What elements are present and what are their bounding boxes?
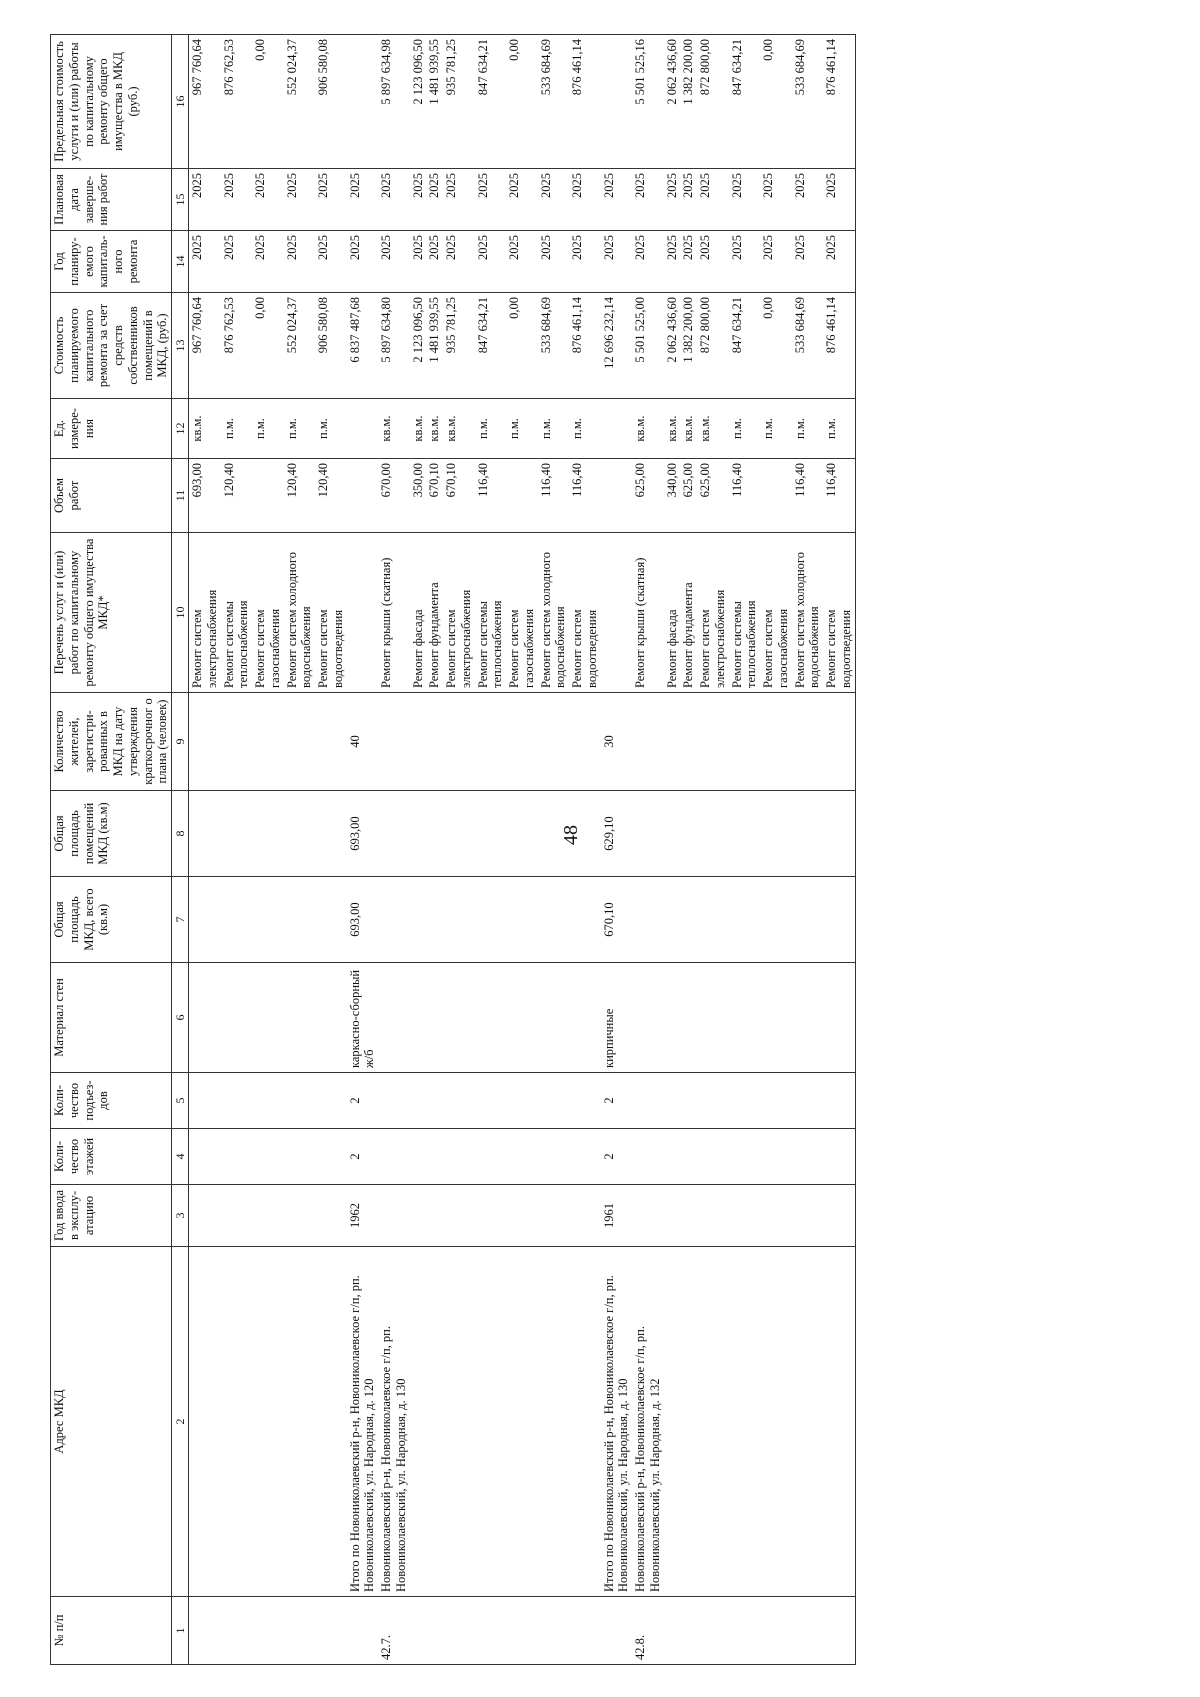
end-date-cell: 2025 — [475, 169, 507, 231]
total-label: Итого по Новониколаевский р-н, Новониколаевское г/п, рп. Новониколаевский, ул. Народная, д. 120 — [347, 1247, 379, 1597]
volume-cell: 350,00 — [410, 459, 427, 533]
column-number: 13 — [172, 293, 189, 399]
wall-material-cell: каркасно-сборный ж/б — [347, 963, 379, 1073]
end-date-cell: 2025 — [426, 169, 443, 231]
end-date-cell: 2025 — [697, 169, 729, 231]
header-row — [51, 35, 172, 1665]
limit-cost-cell: 2 123 096,50 — [410, 35, 427, 169]
cost-cell: 0,00 — [506, 293, 538, 399]
end-date-cell: 2025 — [792, 169, 824, 231]
header-cell: Перечень услуг и (или) работ по капитальному ремонту общего имущества МКД* — [51, 533, 172, 693]
volume-cell: 120,40 — [284, 459, 316, 533]
end-date-cell: 2025 — [823, 169, 855, 231]
column-number: 6 — [172, 963, 189, 1073]
cost-cell: 5 501 525,00 — [632, 293, 664, 399]
limit-cost-cell: 847 634,21 — [475, 35, 507, 169]
year-cell: 2025 — [189, 231, 221, 293]
unit-cell: п.м. — [792, 399, 824, 459]
column-number: 4 — [172, 1129, 189, 1185]
floors-cell: 2 — [347, 1129, 379, 1185]
cost-cell: 0,00 — [760, 293, 792, 399]
work-cell: Ремонт систем электроснабжения — [443, 533, 475, 693]
volume-cell: 670,00 — [378, 459, 410, 533]
cost-cell: 2 062 436,60 — [664, 293, 681, 399]
table-row — [538, 35, 570, 1665]
year-cell: 2025 — [664, 231, 681, 293]
residents-cell: 30 — [601, 693, 633, 791]
end-date-cell: 2025 — [378, 169, 410, 231]
year-cell: 2025 — [347, 231, 379, 293]
total-row — [347, 35, 379, 1665]
work-cell: Ремонт фасада — [664, 533, 681, 693]
limit-cost-cell: 876 461,14 — [823, 35, 855, 169]
column-number: 11 — [172, 459, 189, 533]
table-row — [506, 35, 538, 1665]
column-number: 1 — [172, 1597, 189, 1665]
header-cell: Общая площадь помещений МКД (кв.м) — [51, 791, 172, 877]
limit-cost-cell: 1 481 939,55 — [426, 35, 443, 169]
end-date-cell: 2025 — [601, 169, 633, 231]
work-cell: Ремонт системы теплоснабжения — [729, 533, 761, 693]
header-cell: Материал стен — [51, 963, 172, 1073]
repair-plan-table — [50, 34, 856, 1665]
volume-cell: 625,00 — [680, 459, 697, 533]
total-row — [601, 35, 633, 1665]
table-row — [680, 35, 697, 1665]
unit-cell: кв.м. — [443, 399, 475, 459]
cost-cell: 1 481 939,55 — [426, 293, 443, 399]
end-date-cell: 2025 — [221, 169, 253, 231]
cost-cell: 847 634,21 — [475, 293, 507, 399]
year-cell: 2025 — [760, 231, 792, 293]
limit-cost-cell: 876 762,53 — [221, 35, 253, 169]
volume-cell: 340,00 — [664, 459, 681, 533]
column-number: 14 — [172, 231, 189, 293]
header-cell: Коли-чество подъез-дов — [51, 1073, 172, 1129]
work-cell: Ремонт систем водоотведения — [315, 533, 347, 693]
volume-cell: 116,40 — [729, 459, 761, 533]
end-date-cell: 2025 — [315, 169, 347, 231]
cost-cell: 552 024,37 — [284, 293, 316, 399]
item-address: Новониколаевский р-н, Новониколаевское г/п, рп. Новониколаевский, ул. Народная, д. 132 — [632, 1247, 664, 1597]
table-row — [284, 35, 316, 1665]
year-cell: 2025 — [506, 231, 538, 293]
cost-cell: 967 760,64 — [189, 293, 221, 399]
volume-cell: 120,40 — [315, 459, 347, 533]
area-premises-cell: 629,10 — [601, 791, 633, 877]
rotated-page — [50, 35, 1200, 1665]
end-date-cell: 2025 — [284, 169, 316, 231]
header-cell: № п/п — [51, 1597, 172, 1665]
unit-cell: п.м. — [729, 399, 761, 459]
table-row — [823, 35, 855, 1665]
area-total-cell: 670,10 — [601, 877, 633, 963]
column-number: 5 — [172, 1073, 189, 1129]
work-cell: Ремонт систем газоснабжения — [760, 533, 792, 693]
end-date-cell: 2025 — [538, 169, 570, 231]
table-row — [729, 35, 761, 1665]
year-cell: 2025 — [601, 231, 633, 293]
cost-cell: 935 781,25 — [443, 293, 475, 399]
limit-cost-cell: 906 580,08 — [315, 35, 347, 169]
page-number: 48 — [560, 825, 582, 845]
work-cell: Ремонт фундамента — [426, 533, 443, 693]
header-cell: Предельная стоимость услуги и (или) работы по капитальному ремонту общего имущества в МКД (руб.) — [51, 35, 172, 169]
area-total-cell: 693,00 — [347, 877, 379, 963]
header-cell: Год ввода в эксплу-атацию — [51, 1185, 172, 1247]
year-cell: 2025 — [632, 231, 664, 293]
volume-cell: 670,10 — [443, 459, 475, 533]
limit-cost-cell: 0,00 — [760, 35, 792, 169]
unit-cell: кв.м. — [697, 399, 729, 459]
work-cell: Ремонт систем холодного водоснабжения — [538, 533, 570, 693]
end-date-cell: 2025 — [760, 169, 792, 231]
entrances-cell: 2 — [601, 1073, 633, 1129]
year-cell: 2025 — [410, 231, 427, 293]
year-cell: 2025 — [221, 231, 253, 293]
limit-cost-cell: 533 684,69 — [792, 35, 824, 169]
unit-cell: кв.м. — [410, 399, 427, 459]
column-number: 3 — [172, 1185, 189, 1247]
table-row — [475, 35, 507, 1665]
cost-cell: 533 684,69 — [538, 293, 570, 399]
volume-cell: 625,00 — [697, 459, 729, 533]
column-number-row — [172, 35, 189, 1665]
unit-cell: кв.м. — [378, 399, 410, 459]
year-cell: 2025 — [569, 231, 601, 293]
end-date-cell: 2025 — [569, 169, 601, 231]
year-cell: 2025 — [426, 231, 443, 293]
header-cell: Ед. измере-ния — [51, 399, 172, 459]
table-row — [189, 35, 221, 1665]
year-cell: 2025 — [729, 231, 761, 293]
area-premises-cell: 693,00 — [347, 791, 379, 877]
cost-cell: 533 684,69 — [792, 293, 824, 399]
limit-cost-cell: 0,00 — [252, 35, 284, 169]
item-address: Новониколаевский р-н, Новониколаевское г/п, рп. Новониколаевский, ул. Народная, д. 130 — [378, 1247, 410, 1597]
header-cell: Стоимость планируемого капитального ремонта за счет средств собственников помещений в МКД, (руб.) — [51, 293, 172, 399]
end-date-cell: 2025 — [680, 169, 697, 231]
header-cell: Коли-чество этажей — [51, 1129, 172, 1185]
item-number: 42.8. — [632, 1597, 664, 1665]
header-cell: Плановая дата заверше-ния работ — [51, 169, 172, 231]
limit-cost-cell: 876 461,14 — [569, 35, 601, 169]
limit-cost-cell: 0,00 — [506, 35, 538, 169]
header-cell: Общая площадь МКД, всего (кв.м) — [51, 877, 172, 963]
cost-cell: 0,00 — [252, 293, 284, 399]
item-number: 42.7. — [378, 1597, 410, 1665]
year-cell: 2025 — [378, 231, 410, 293]
column-number: 15 — [172, 169, 189, 231]
limit-cost-cell: 5 501 525,16 — [632, 35, 664, 169]
column-number: 10 — [172, 533, 189, 693]
work-cell: Ремонт крыши (скатная) — [632, 533, 664, 693]
work-cell: Ремонт системы теплоснабжения — [221, 533, 253, 693]
table-row — [315, 35, 347, 1665]
unit-cell: п.м. — [221, 399, 253, 459]
year-cell: 2025 — [284, 231, 316, 293]
table-row — [410, 35, 427, 1665]
work-cell: Ремонт систем газоснабжения — [252, 533, 284, 693]
cost-cell: 906 580,08 — [315, 293, 347, 399]
year-cell: 2025 — [443, 231, 475, 293]
work-cell: Ремонт систем водоотведения — [569, 533, 601, 693]
volume-cell: 116,40 — [475, 459, 507, 533]
table-row — [221, 35, 253, 1665]
year-cell: 2025 — [538, 231, 570, 293]
total-cost-cell: 12 696 232,14 — [601, 293, 633, 399]
unit-cell: п.м. — [252, 399, 284, 459]
end-date-cell: 2025 — [664, 169, 681, 231]
column-number: 7 — [172, 877, 189, 963]
unit-cell: кв.м. — [426, 399, 443, 459]
end-date-cell: 2025 — [729, 169, 761, 231]
cost-cell: 876 461,14 — [569, 293, 601, 399]
volume-cell: 625,00 — [632, 459, 664, 533]
year-cell: 2025 — [680, 231, 697, 293]
volume-cell: 693,00 — [189, 459, 221, 533]
limit-cost-cell: 2 062 436,60 — [664, 35, 681, 169]
table-row — [697, 35, 729, 1665]
volume-cell — [252, 459, 284, 533]
volume-cell: 116,40 — [538, 459, 570, 533]
volume-cell: 116,40 — [569, 459, 601, 533]
volume-cell: 116,40 — [792, 459, 824, 533]
year-cell: 2025 — [823, 231, 855, 293]
work-cell: Ремонт систем холодного водоснабжения — [284, 533, 316, 693]
table-row — [664, 35, 681, 1665]
limit-cost-cell: 533 684,69 — [538, 35, 570, 169]
wall-material-cell: кирпичные — [601, 963, 633, 1073]
end-date-cell: 2025 — [443, 169, 475, 231]
floors-cell: 2 — [601, 1129, 633, 1185]
unit-cell: п.м. — [569, 399, 601, 459]
limit-cost-cell: 5 897 634,98 — [378, 35, 410, 169]
end-date-cell: 2025 — [410, 169, 427, 231]
year-cell: 2025 — [697, 231, 729, 293]
column-number: 16 — [172, 35, 189, 169]
header-cell: Год планиру-емого капиталь-ного ремонта — [51, 231, 172, 293]
unit-cell: п.м. — [315, 399, 347, 459]
table-row — [760, 35, 792, 1665]
volume-cell: 120,40 — [221, 459, 253, 533]
cost-cell: 876 762,53 — [221, 293, 253, 399]
unit-cell: п.м. — [538, 399, 570, 459]
unit-cell: кв.м. — [664, 399, 681, 459]
limit-cost-cell: 935 781,25 — [443, 35, 475, 169]
limit-cost-cell: 872 800,00 — [697, 35, 729, 169]
limit-cost-cell: 552 024,37 — [284, 35, 316, 169]
unit-cell: п.м. — [823, 399, 855, 459]
total-label: Итого по Новониколаевский р-н, Новониколаевское г/п, рп. Новониколаевский, ул. Народная, д. 130 — [601, 1247, 633, 1597]
table-body — [189, 35, 856, 1665]
cost-cell: 2 123 096,50 — [410, 293, 427, 399]
limit-cost-cell: 847 634,21 — [729, 35, 761, 169]
limit-cost-cell: 1 382 200,00 — [680, 35, 697, 169]
entrances-cell: 2 — [347, 1073, 379, 1129]
table-header — [51, 35, 189, 1665]
table-row — [252, 35, 284, 1665]
volume-cell — [506, 459, 538, 533]
unit-cell: п.м. — [284, 399, 316, 459]
table-row — [426, 35, 443, 1665]
column-number: 9 — [172, 693, 189, 791]
work-cell: Ремонт системы теплоснабжения — [475, 533, 507, 693]
work-cell: Ремонт систем водоотведения — [823, 533, 855, 693]
table-row — [443, 35, 475, 1665]
cost-cell: 876 461,14 — [823, 293, 855, 399]
end-date-cell: 2025 — [506, 169, 538, 231]
unit-cell: п.м. — [506, 399, 538, 459]
unit-cell: п.м. — [760, 399, 792, 459]
work-cell: Ремонт систем газоснабжения — [506, 533, 538, 693]
unit-cell: кв.м. — [680, 399, 697, 459]
end-date-cell: 2025 — [632, 169, 664, 231]
work-cell: Ремонт фундамента — [680, 533, 697, 693]
year-cell: 2025 — [475, 231, 507, 293]
volume-cell — [760, 459, 792, 533]
cost-cell: 872 800,00 — [697, 293, 729, 399]
year-built-cell: 1961 — [601, 1185, 633, 1247]
column-number: 2 — [172, 1247, 189, 1597]
unit-cell: кв.м. — [632, 399, 664, 459]
end-date-cell: 2025 — [347, 169, 379, 231]
work-cell: Ремонт систем холодного водоснабжения — [792, 533, 824, 693]
year-built-cell: 1962 — [347, 1185, 379, 1247]
unit-cell: кв.м. — [189, 399, 221, 459]
column-number: 8 — [172, 791, 189, 877]
end-date-cell: 2025 — [252, 169, 284, 231]
cost-cell: 1 382 200,00 — [680, 293, 697, 399]
work-cell: Ремонт систем электроснабжения — [697, 533, 729, 693]
item-header-row — [632, 35, 664, 1665]
limit-cost-cell: 967 760,64 — [189, 35, 221, 169]
year-cell: 2025 — [252, 231, 284, 293]
residents-cell: 40 — [347, 693, 379, 791]
header-cell: Адрес МКД — [51, 1247, 172, 1597]
work-cell: Ремонт крыши (скатная) — [378, 533, 410, 693]
year-cell: 2025 — [792, 231, 824, 293]
end-date-cell: 2025 — [189, 169, 221, 231]
column-number: 12 — [172, 399, 189, 459]
header-cell: Объем работ — [51, 459, 172, 533]
cost-cell: 847 634,21 — [729, 293, 761, 399]
unit-cell: п.м. — [475, 399, 507, 459]
header-cell: Количество жителей, зарегистри-рованных в МКД на дату утверждения краткосрочног о плана (человек) — [51, 693, 172, 791]
item-header-row — [378, 35, 410, 1665]
total-cost-cell: 6 837 487,68 — [347, 293, 379, 399]
year-cell: 2025 — [315, 231, 347, 293]
work-cell: Ремонт фасада — [410, 533, 427, 693]
work-cell: Ремонт систем электроснабжения — [189, 533, 221, 693]
table-row — [569, 35, 601, 1665]
volume-cell: 670,10 — [426, 459, 443, 533]
cost-cell: 5 897 634,80 — [378, 293, 410, 399]
table-row — [792, 35, 824, 1665]
volume-cell: 116,40 — [823, 459, 855, 533]
